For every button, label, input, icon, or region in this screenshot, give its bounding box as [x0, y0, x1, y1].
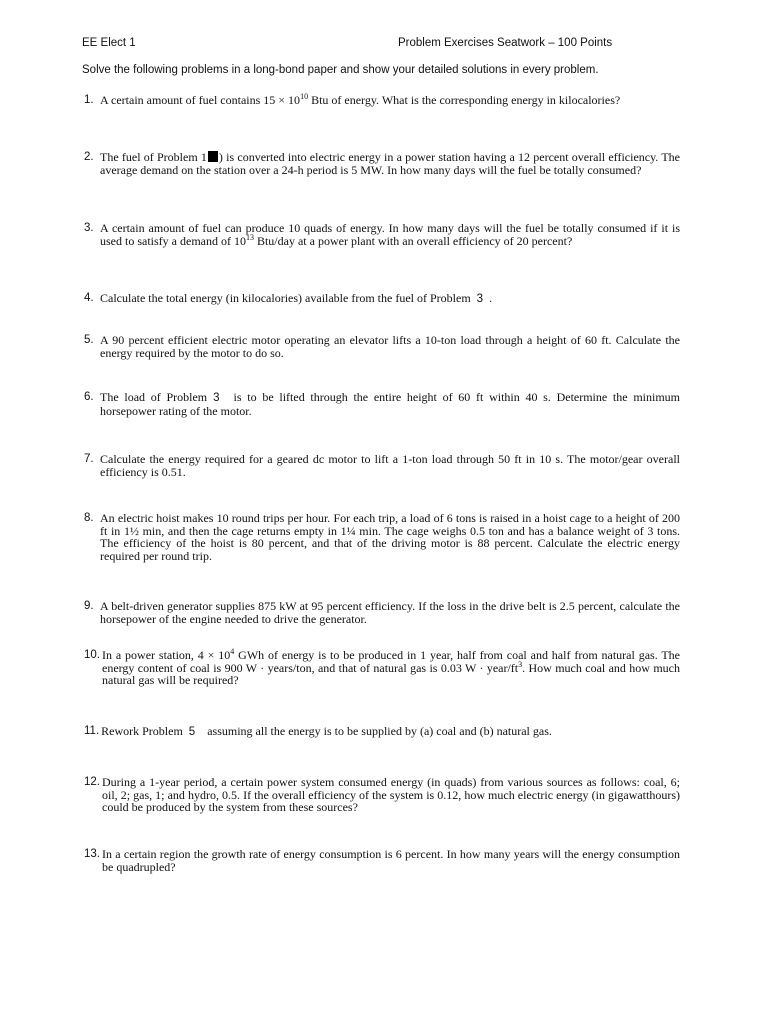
problem-number: 3. [84, 222, 94, 234]
problem-10 [84, 649, 680, 687]
problem-number: 2. [84, 151, 94, 163]
problem-number: 10. [84, 649, 100, 661]
problem-text: Calculate the energy required for a geared dc motor to lift a 1-ton load through 50 ft in 10 s. The motor/gear overall efficiency is 0.51. [100, 452, 680, 479]
problem-text: During a 1-year period, a certain power system consumed energy (in quads) from various sources as follows: coal, 6; oil, 2; gas, 1; and hydro, 0.5. If the overall efficiency of the system is 0.12, how much electric energy (in gigawatthours) could be produced by the system from these sources? [102, 775, 680, 814]
problem-2 [84, 151, 680, 176]
problem-7 [84, 453, 680, 478]
problem-number: 12. [84, 776, 100, 788]
problem-1 [84, 94, 680, 107]
problem-text: A certain amount of fuel contains $15 \times 10^{10}$ Btu of energy. What is the corresponding energy in kilocalories? [100, 92, 621, 107]
problem-number: 11. [84, 725, 100, 737]
problem-number: 9. [84, 600, 94, 612]
problem-text: Calculate the total energy (in kilocalories) available from the fuel of Problem 3 . [100, 291, 493, 305]
document-title: Problem Exercises Seatwork – 100 Points [398, 37, 613, 49]
problem-number: 7. [84, 453, 94, 465]
problem-text: The load of Problem 3 is to be lifted through the entire height of 60 ft within 40 s. Determine the minimum horsepower rating of the motor. [100, 390, 680, 418]
problem-12 [84, 776, 680, 814]
problem-11 [84, 725, 680, 739]
problem-text: In a certain region the growth rate of energy consumption is 6 percent. In how many years will the energy consumption be quadrupled? [102, 847, 680, 874]
problem-text: The fuel of Problem 1 ) is converted into electric energy in a power station having a 12 percent overall efficiency. The average demand on the station over a 24-h period is 5 MW. In how many days will the fuel be totally consumed? [100, 150, 680, 177]
problem-number: 4. [84, 292, 94, 304]
problem-text: An electric hoist makes 10 round trips per hour. For each trip, a load of 6 tons is raised in a hoist cage to a height of 200 ft in 1½ min, and then the cage returns empty in 1¼ min. The cage weighs 0.5 ton and has a balance weight of 3 tons. The efficiency of the hoist is 80 percent, and that of the driving motor is 88 percent. Calculate the electric energy required per round trip. [100, 511, 680, 563]
problem-text: A 90 percent efficient electric motor operating an elevator lifts a 10-ton load through a height of 60 ft. Calculate the energy required by the motor to do so. [100, 333, 680, 360]
problem-number: 8. [84, 512, 94, 524]
problem-number: 1. [84, 94, 94, 106]
problem-13 [84, 848, 680, 873]
problem-5 [84, 334, 680, 359]
problem-number: 5. [84, 334, 94, 346]
course-code: EE Elect 1 [82, 37, 136, 49]
redaction-mark [208, 151, 218, 162]
problem-text: In a power station, $4 \times 10^4$ GWh of energy is to be produced in 1 year, half from coal and half from natural gas. The energy content of coal is 900 W · years/ton, and that of natural gas is 0.03 W · year/$ft^3$. How much coal and how much natural gas will be required? [102, 647, 681, 687]
problem-number: 13. [84, 848, 100, 860]
problem-4 [84, 292, 680, 306]
problem-text: A certain amount of fuel can produce 10 quads of energy. In how many days will the fuel be totally consumed if it is used to satisfy a demand of $10^{13}$ Btu/day at a power plant with an overall efficiency of 20 percent? [100, 221, 680, 248]
problem-text: A belt-driven generator supplies 875 kW at 95 percent efficiency. If the loss in the drive belt is 2.5 percent, calculate the horsepower of the engine needed to drive the generator. [100, 599, 680, 626]
problem-6 [84, 391, 680, 417]
instructions: Solve the following problems in a long-bond paper and show your detailed solutions in every problem. [82, 64, 599, 76]
problem-9 [84, 600, 680, 625]
problem-3 [84, 222, 680, 247]
problem-text: Rework Problem 5 assuming all the energy is to be supplied by (a) coal and (b) natural gas. [101, 724, 552, 738]
problem-number: 6. [84, 391, 94, 403]
problem-8 [84, 512, 680, 562]
